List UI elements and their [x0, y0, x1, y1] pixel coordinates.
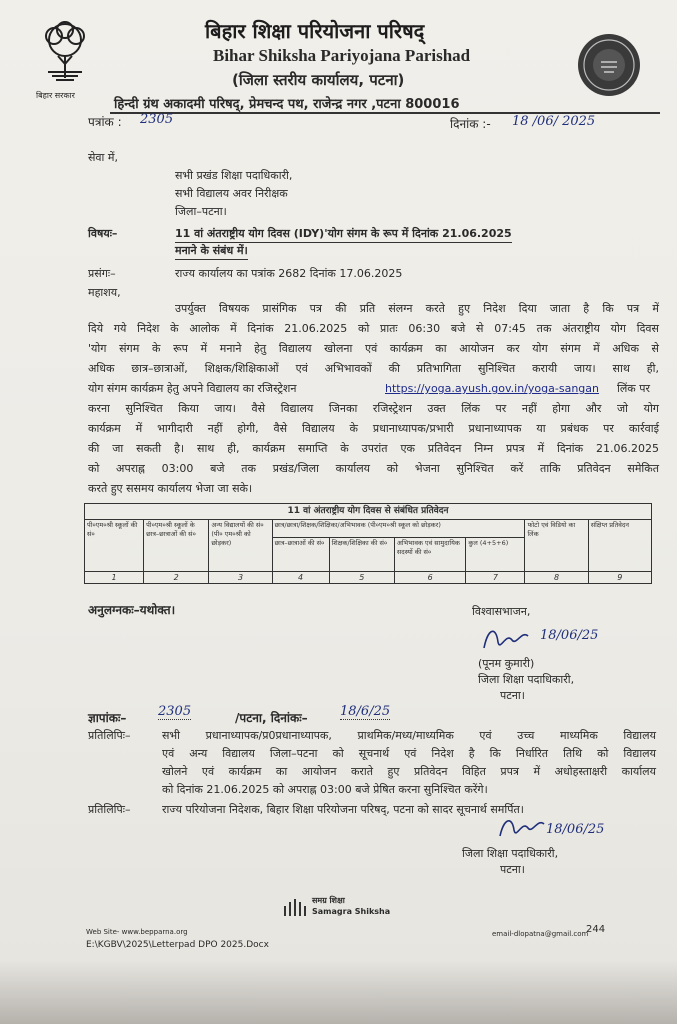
footer-logo-english: Samagra Shiksha [312, 907, 391, 916]
pratilipi-label-2: प्रतिलिपिः– [88, 803, 131, 816]
to-line-3: जिला–पटना। [175, 205, 227, 218]
col-pmshri-schools: पी०एम०श्री स्कूलों की सं० [85, 520, 144, 572]
signatory-city-2: पटना। [500, 863, 525, 876]
anulagnak: अनुलग्नकः–यथोक्त। [88, 603, 176, 617]
gyapank-label: ज्ञापांकः– [88, 711, 127, 725]
body-line-2: दिये गये निदेश के आलोक में दिनांक 21.06.2025 को प्रातः 06:30 बजे से 07:45 तक अंतराष्ट्रीय योग दिवस [88, 322, 659, 335]
patrank-label: पत्रांक : [88, 115, 122, 129]
gyapank-number: 2305 [158, 704, 192, 719]
footer-website: Web Site- www.bepparna.org [86, 928, 188, 936]
body-line-7: कार्यक्रम में भागीदारी नहीं होगी, वैसे विद्यालय के प्रधानाध्यापक/प्रभारी प्रधानाध्यापक या प्रबंधक पर कार्रवाई [88, 422, 659, 435]
signature-date-2: 18/06/25 [546, 822, 605, 837]
to-line-2: सभी विद्यालय अवर निरीक्षक [175, 187, 288, 200]
col-group-participants: छात्र/छात्रा/शिक्षक/शिक्षिका/अभिभावक (पी०एम०श्री स्कूल को छोड़कर) [272, 520, 525, 538]
copy2-text: राज्य परियोजना निदेशक, बिहार शिक्षा परियोजना परिषद्, पटना को सादर सूचनार्थ समर्पित। [162, 803, 524, 816]
page-bottom-shadow [0, 960, 677, 1024]
footer-file-path: E:\KGBV\2025\Letterpad DPO 2025.Docx [86, 940, 269, 950]
dinank-label: दिनांक :- [450, 117, 491, 131]
copy1-line-1: सभी प्रधानाध्यापक/प्र0प्रधानाध्यापक, प्राथमिक/मध्य/माध्यमिक एवं उच्च माध्यमिक विद्यालय [162, 729, 656, 742]
report-table [84, 503, 652, 584]
header-address: हिन्दी ग्रंथ अकादमी परिषद्, प्रेमचन्द पथ, राजेन्द्र नगर ,पटना 800016 [114, 97, 460, 112]
footer-page-number: 244 [586, 924, 606, 935]
prasang-text: राज्य कार्यालय का पत्रांक 2682 दिनांक 17.06.2025 [175, 267, 403, 280]
copy1-line-3: खोलने एवं कार्यक्रम का आयोजन कराते हुए प्रतिवेदन विहित प्रपत्र में अधोहस्ताक्षरी कार्यालय [162, 765, 656, 778]
samagra-shiksha-logo-icon [282, 896, 310, 918]
prasang-label: प्रसंगः– [88, 267, 116, 280]
subject-line-1: 11 वां अंतराष्ट्रीय योग दिवस (IDY)'योग संगम के रूप में दिनांक 21.06.2025 [175, 226, 512, 243]
sub-students: छात्र–छात्राओं की सं० [272, 538, 329, 572]
body-line-5: योग संगम कार्यक्रम हेतु अपने विद्यालय का रजिस्ट्रेशन [88, 382, 297, 395]
patrank-value: 2305 [140, 112, 174, 127]
dinank-value: 18 /06/ 2025 [512, 114, 596, 129]
sub-total: कुल (4+5+6) [466, 538, 525, 572]
signatory-designation-2: जिला शिक्षा पदाधिकारी, [462, 847, 559, 860]
subject-line-2: मनाने के संबंध में। [175, 243, 248, 260]
col-number: 7 [466, 572, 525, 584]
body-line-9: को अपराह्न 03:00 बजे तक प्रखंड/जिला कार्यालय को भेजना सुनिश्चित करें ताकि प्रतिवेदन समेकित [88, 462, 659, 475]
col-number: 5 [329, 572, 394, 584]
body-line-8: की जा सकती है। साथ ही, कार्यक्रम समाप्ति के उपरांत एक प्रतिवेदन निम्न प्रपत्र में दिनांक 21.06.2025 [88, 442, 659, 455]
registration-link[interactable]: https://yoga.ayush.gov.in/yoga-sangan [385, 382, 599, 395]
report-table-title: 11 वां अंतराष्ट्रीय योग दिवस से संबंधित प्रतिवेदन [85, 504, 652, 520]
official-seal [576, 32, 642, 98]
col-number: 4 [272, 572, 329, 584]
body-line-6: करना सुनिश्चित किया जाय। वैसे विद्यालय जिनका रजिस्ट्रेशन उक्त लिंक पर नहीं होगा और जो योग [88, 402, 659, 415]
copy1-line-2: एवं अन्य विद्यालय जिला–पटना को सूचनार्थ एवं निदेश है कि निर्धारित तिथि को विद्यालय [162, 747, 656, 760]
footer-logo-hindi: समग्र शिक्षा [312, 896, 345, 905]
signature-mark-1 [478, 622, 548, 656]
body-line-1: उपर्युक्त विषयक प्रासंगिक पत्र की प्रति संलग्न करते हुए निदेश दिया जाता है कि पत्र में [175, 302, 659, 315]
body-line-3: 'योग संगम के रूप में मनाने हेतु विद्यालय खोलना एवं कार्यक्रम का आयोजन कर योग संगम में अधिक से [88, 342, 659, 355]
sub-parents: अभिभावक एवं सामुदायिक सदस्यों की सं० [394, 538, 466, 572]
sub-teachers: शिक्षक/शिक्षिका की सं० [329, 538, 394, 572]
col-photo-video-link: फोटो एवं विडियो का लिंक [525, 520, 588, 572]
closing-vishwasbhajan: विश्वासभाजन, [472, 605, 531, 618]
col-other-schools: अन्य विद्यालयों की सं० (पी० एम०श्री को छोड़कर) [209, 520, 272, 572]
signatory-name: (पूनम कुमारी) [478, 657, 535, 670]
sewa-label: सेवा में, [88, 151, 118, 164]
body-line-4: अधिक छात्र–छात्राओं, शिक्षक/शिक्षिकाओं एवं अभिभावकों की प्रतिभागिता सुनिश्चित करायी जाय। साथ ही, [88, 362, 659, 375]
gyapank-date: 18/6/25 [340, 704, 391, 719]
bihar-govt-tree-logo [30, 20, 100, 88]
pratilipi-label-1: प्रतिलिपिः– [88, 729, 131, 742]
body-line-10: करते हुए ससमय कार्यालय भेजा जा सके। [88, 482, 253, 495]
col-number: 6 [394, 572, 466, 584]
col-number: 9 [588, 572, 651, 584]
subject-label: विषयः– [88, 227, 118, 240]
col-pmshri-students: पी०एम०श्री स्कूलों के छात्र–छात्राओं की सं० [144, 520, 209, 572]
col-brief-report: संक्षिप्त प्रतिवेदन [588, 520, 651, 572]
salutation: महाशय, [88, 286, 121, 299]
logo-caption: बिहार सरकार [36, 91, 75, 100]
col-number: 3 [209, 572, 272, 584]
gyapank-mid: /पटना, दिनांकः– [235, 711, 308, 725]
footer-email: email-dlopatna@gmail.com [492, 930, 589, 938]
header-title-hindi: बिहार शिक्षा परियोजना परिषद् [205, 19, 425, 43]
header-office: (जिला स्तरीय कार्यालय, पटना) [232, 71, 405, 89]
signatory-city-1: पटना। [500, 689, 525, 702]
col-number: 1 [85, 572, 144, 584]
body-line-5-end: लिंक पर [617, 382, 650, 395]
header-title-english: Bihar Shiksha Pariyojana Parishad [213, 46, 471, 65]
to-line-1: सभी प्रखंड शिक्षा पदाधिकारी, [175, 169, 293, 182]
copy1-line-4: को दिनांक 21.06.2025 को अपराह्न 03:00 बजे प्रेषित करना सुनिश्चित करेंगे। [162, 783, 488, 796]
col-number: 2 [144, 572, 209, 584]
signatory-designation-1: जिला शिक्षा पदाधिकारी, [478, 673, 575, 686]
signature-date-1: 18/06/25 [540, 628, 599, 643]
col-number: 8 [525, 572, 588, 584]
